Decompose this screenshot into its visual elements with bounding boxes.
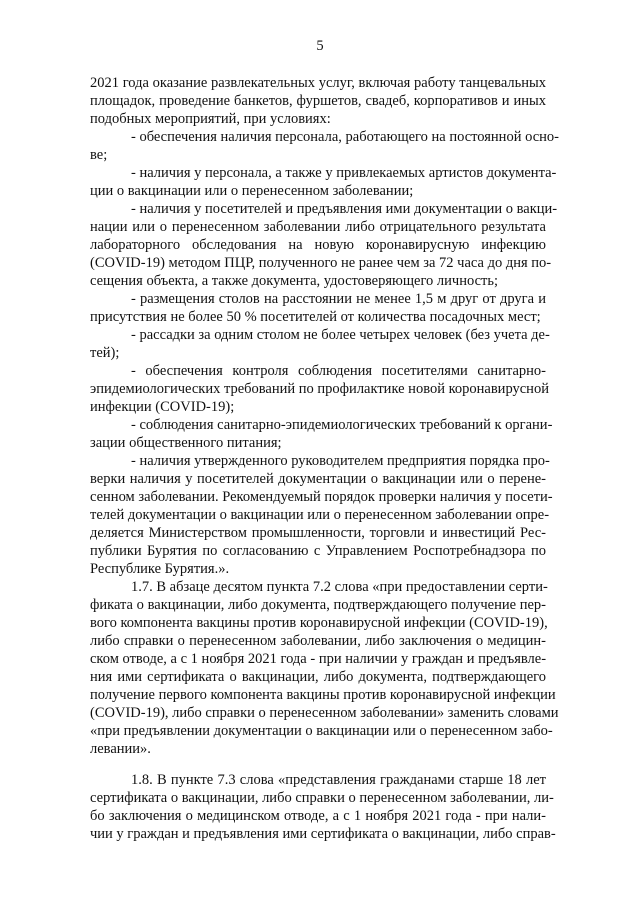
text-line: - рассадки за одним столом не более четырех человек (без учета де- [131, 327, 550, 343]
text-line: левании». [90, 741, 151, 757]
text-line: - наличия у персонала, а также у привлекаемых артистов документа- [131, 165, 557, 181]
text-line: - наличия утвержденного руководителем предприятия порядка про- [131, 453, 550, 469]
text-line: либо справки о перенесенном заболевании, либо заключения о медицин- [90, 633, 546, 649]
text-line: зации общественного питания; [90, 435, 282, 451]
text-line: деляется Министерством промышленности, торговли и инвестиций Рес- [90, 525, 546, 541]
text-line: сещения объекта, а также документа, удостоверяющего личность; [90, 273, 498, 289]
text-line: площадок, проведение банкетов, фуршетов, свадеб, корпоративов и иных [90, 93, 546, 109]
text-line: нации или о перенесенном заболевании либо отрицательного результата [90, 219, 546, 235]
text-line: ния ими сертификата о вакцинации, либо документа, подтверждающего [90, 669, 546, 685]
text-line: лабораторного обследования на новую коронавирусную инфекцию [90, 237, 546, 253]
text-line: 2021 года оказание развлекательных услуг, включая работу танцевальных [90, 75, 546, 91]
text-line: - обеспечения наличия персонала, работающего на постоянной осно- [131, 129, 559, 145]
text-line: ции о вакцинации или о перенесенном заболевании; [90, 183, 414, 199]
text-line: бо заключения о медицинском отводе, а с 1 ноября 2021 года - при нали- [90, 808, 546, 824]
text-line: публики Бурятия по согласованию с Управлением Роспотребнадзора по [90, 543, 546, 559]
text-line: тей); [90, 345, 120, 361]
text-line: - наличия у посетителей и предъявления ими документации о вакци- [131, 201, 558, 217]
text-line: - обеспечения контроля соблюдения посетителями санитарно- [131, 363, 546, 379]
text-line: (COVID-19), либо справки о перенесенном заболевании» заменить словами [90, 705, 559, 721]
text-line: вого компонента вакцины против коронавирусной инфекции (COVID-19), [90, 615, 548, 631]
text-line: Республике Бурятия.». [90, 561, 230, 577]
text-line: 1.8. В пункте 7.3 слова «представления гражданами старше 18 лет [131, 772, 546, 788]
text-line: телей документации о вакцинации или о перенесенном заболевании опре- [90, 507, 550, 523]
text-line: ве; [90, 147, 108, 163]
text-line: 1.7. В абзаце десятом пункта 7.2 слова «при предоставлении серти- [131, 579, 548, 595]
text-line: ском отводе, а с 1 ноября 2021 года - при наличии у граждан и предъявле- [90, 651, 547, 667]
text-line: чии у граждан и предъявления ими сертификата о вакцинации, либо справ- [90, 826, 556, 842]
text-line: фиката о вакцинации, либо документа, подтверждающего получение пер- [90, 597, 546, 613]
text-line: эпидемиологических требований по профилактике новой коронавирусной [90, 381, 549, 397]
text-line: - размещения столов на расстоянии не менее 1,5 м друг от друга и [131, 291, 546, 307]
text-line: верки наличия у посетителей документации о вакцинации или о перене- [90, 471, 546, 487]
text-line: (COVID-19) методом ПЦР, полученного не ранее чем за 72 часа до дня по- [90, 255, 552, 271]
text-line: получение первого компонента вакцины против коронавирусной инфекции [90, 687, 556, 703]
text-line: сертификата о вакцинации, либо справки о перенесенном заболевании, ли- [90, 790, 554, 806]
text-line: подобных мероприятий, при условиях: [90, 111, 331, 127]
page-number: 5 [316, 38, 324, 54]
text-line: присутствия не более 50 % посетителей от количества посадочных мест; [90, 309, 541, 325]
text-line: инфекции (COVID-19); [90, 399, 235, 415]
text-line: сенном заболевании. Рекомендуемый порядок проверки наличия у посети- [90, 489, 553, 505]
text-line: - соблюдения санитарно-эпидемиологических требований к органи- [131, 417, 553, 433]
text-line: «при предъявлении документации о вакцинации или о перенесенном забо- [90, 723, 553, 739]
